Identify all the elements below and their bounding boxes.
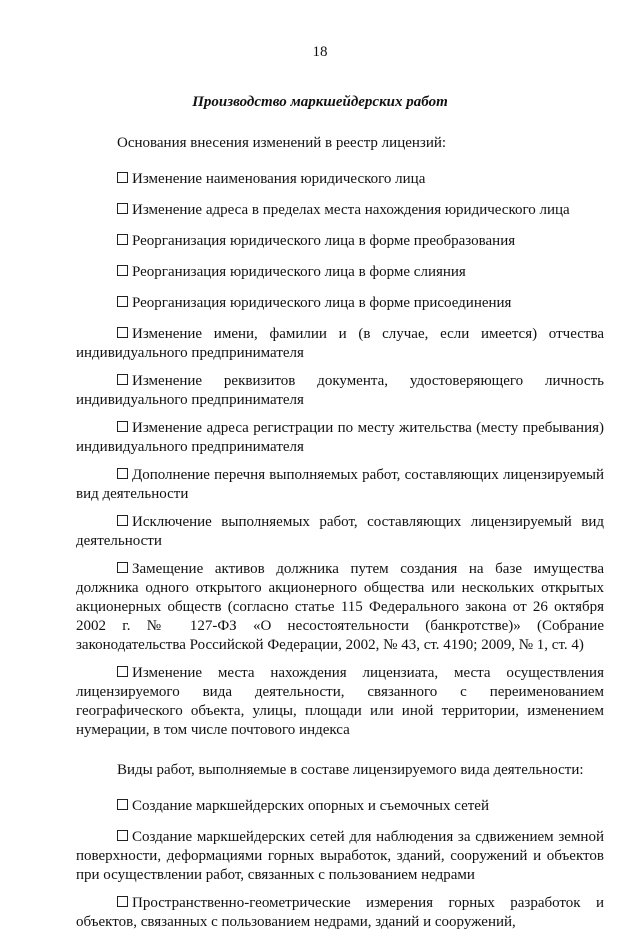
checkbox-item: [76, 466, 604, 504]
checkbox-item: [76, 894, 604, 932]
checkbox[interactable]: [117, 468, 128, 479]
checkbox-label: Изменение адреса регистрации по месту жительства (месту пребывания) индивидуального предпринимателя: [76, 420, 604, 455]
checkbox-item: [76, 513, 604, 551]
checkbox-item: [76, 232, 604, 251]
checkbox-label: Изменение имени, фамилии и (в случае, если имеется) отчества индивидуального предпринимателя: [76, 326, 604, 361]
checkbox-label: Реорганизация юридического лица в форме слияния: [132, 264, 466, 280]
checkbox-label: Изменение места нахождения лицензиата, места осуществления лицензируемого вида деятельности, связанного с переименованием географического объекта, улицы, площади или иной территории, изменением нумерации, в том числе почтового индекса: [76, 665, 604, 738]
document-body: [76, 134, 604, 941]
checkbox-label: Изменение адреса в пределах места нахождения юридического лица: [132, 202, 570, 218]
checkbox[interactable]: [117, 830, 128, 841]
checkbox-label: Реорганизация юридического лица в форме присоединения: [132, 295, 512, 311]
checkbox[interactable]: [117, 562, 128, 573]
checkbox-label: Изменение реквизитов документа, удостоверяющего личность индивидуального предпринимателя: [76, 373, 604, 408]
checkbox-label: Изменение наименования юридического лица: [132, 171, 426, 187]
checkbox-label: Создание маркшейдерских опорных и съемочных сетей: [132, 798, 489, 814]
checkbox-item: [76, 325, 604, 363]
checkbox-item: [76, 560, 604, 655]
checkbox-item: [76, 294, 604, 313]
checkbox[interactable]: [117, 234, 128, 245]
checkbox-label: Пространственно-геометрические измерения горных разработок и объектов, связанных с пользованием недрами, зданий и сооружений,: [76, 895, 604, 930]
checkbox-item: [76, 263, 604, 282]
checkbox-label: Создание маркшейдерских сетей для наблюдения за сдвижением земной поверхности, деформациями горных выработок, зданий, сооружений и объектов при осуществлении работ, связанных с пользованием недрами: [76, 829, 604, 883]
checkbox-item: [76, 797, 604, 816]
checkbox-item: [76, 664, 604, 740]
checkbox-item: [76, 170, 604, 189]
checkbox-label: Замещение активов должника путем создания на базе имущества должника одного открытого акционерного общества или нескольких открытых акционерных обществ (согласно статье 115 Федерального закона от 26 октября 2002 г. № 127-ФЗ «О несостоятельности (банкротстве)» (Собрание законодательства Российской Федерации, 2002, № 43, ст. 4190; 2009, № 1, ст. 4): [76, 561, 604, 653]
checkbox[interactable]: [117, 515, 128, 526]
checkbox[interactable]: [117, 896, 128, 907]
checkbox[interactable]: [117, 421, 128, 432]
checkbox-item: [76, 201, 604, 220]
checkbox-label: Исключение выполняемых работ, составляющих лицензируемый вид деятельности: [76, 514, 604, 549]
page-number: 18: [312, 44, 328, 60]
checkbox[interactable]: [117, 327, 128, 338]
checkbox[interactable]: [117, 203, 128, 214]
page-title: Производство маркшейдерских работ: [192, 94, 448, 110]
checkbox-label: Реорганизация юридического лица в форме преобразования: [132, 233, 516, 249]
checkbox-item: [76, 419, 604, 457]
checkbox-item: [76, 828, 604, 885]
checkbox[interactable]: [117, 799, 128, 810]
checkbox[interactable]: [117, 172, 128, 183]
checkbox[interactable]: [117, 374, 128, 385]
section-heading-work-types: Виды работ, выполняемые в составе лицензируемого вида деятельности:: [117, 762, 584, 778]
checkbox-label: Дополнение перечня выполняемых работ, составляющих лицензируемый вид деятельности: [76, 467, 604, 502]
checkbox[interactable]: [117, 666, 128, 677]
checkbox[interactable]: [117, 265, 128, 276]
checkbox-item: [76, 372, 604, 410]
checkbox[interactable]: [117, 296, 128, 307]
section-heading-license-changes: Основания внесения изменений в реестр лицензий:: [117, 135, 447, 151]
